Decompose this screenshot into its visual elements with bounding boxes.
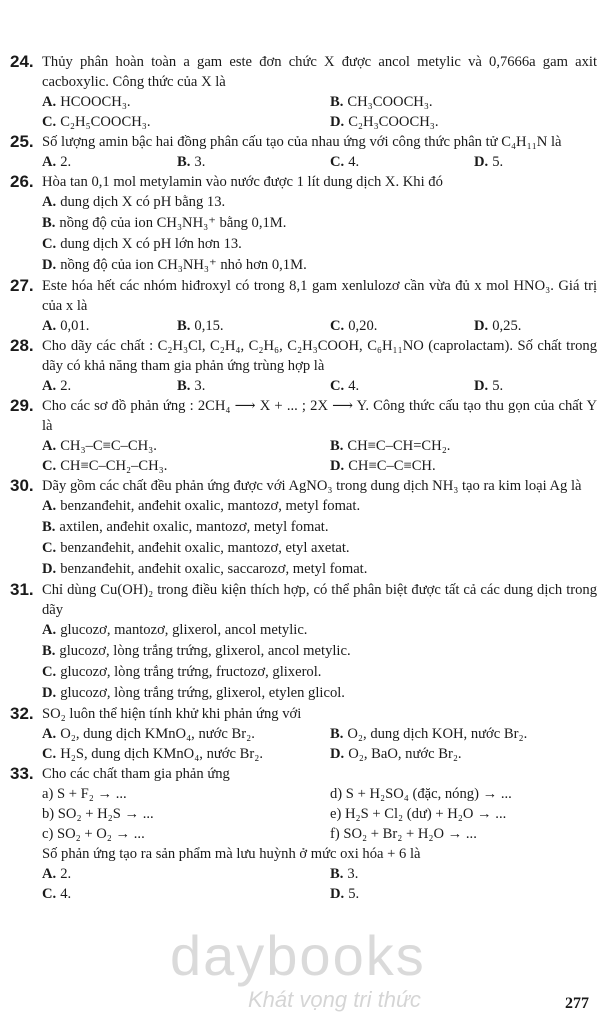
option-a xyxy=(42,316,89,336)
option-c xyxy=(330,316,377,336)
option-a xyxy=(42,436,157,456)
option-label: A. xyxy=(42,726,57,742)
option-text: benzanđehit, anđehit oxalic, saccarozơ, metyl fomat. xyxy=(60,561,368,577)
option-text: glucozơ, lòng trắng trứng, fructozơ, glixerol. xyxy=(60,664,322,680)
options xyxy=(42,192,597,276)
options-row xyxy=(42,234,597,255)
question-26 xyxy=(0,172,600,276)
options-row xyxy=(42,316,597,336)
options-row xyxy=(42,641,597,662)
option-a xyxy=(42,724,255,744)
option-text: 2. xyxy=(60,378,72,394)
option-label: A. xyxy=(42,866,57,882)
option-label: A. xyxy=(42,498,57,514)
question-stem: Dãy gồm các chất đều phản ứng được với AgNO₃ trong dung dịch NH₃ tạo ra kim loại Ag là xyxy=(42,478,582,494)
option-text: 0,01. xyxy=(60,318,90,334)
option-c xyxy=(42,538,350,559)
question-29 xyxy=(0,396,600,476)
options xyxy=(42,784,597,904)
option-label: C. xyxy=(42,114,57,130)
options-row xyxy=(42,744,597,764)
options-row xyxy=(42,517,597,538)
option-label: C. xyxy=(330,318,345,334)
option-label: D. xyxy=(330,114,345,130)
option-c xyxy=(42,662,321,683)
question-stem: Cho các chất tham gia phản ứng xyxy=(42,766,230,782)
question-number: 30. xyxy=(10,476,34,495)
question-stem: Số lượng amin bậc hai đồng phân cấu tạo của nhau ứng với công thức phân tử C₄H₁₁N là xyxy=(42,134,562,150)
option-a xyxy=(42,376,71,396)
option-b xyxy=(177,376,205,396)
option-text: glucozơ, lòng trắng trứng, glixerol, ancol metylic. xyxy=(59,643,351,659)
option-label: D. xyxy=(42,257,57,273)
option-text: benzanđehit, anđehit oxalic, mantozơ, metyl fomat. xyxy=(60,498,361,514)
option-c xyxy=(42,744,263,764)
option-d xyxy=(330,884,359,904)
options-row xyxy=(42,884,597,904)
option-d xyxy=(474,152,503,172)
option-text: CH≡C–C≡CH. xyxy=(348,458,436,474)
options-row xyxy=(42,662,597,683)
question-number: 24. xyxy=(10,52,34,71)
option-d xyxy=(474,376,503,396)
question-stem: Cho dãy các chất : C₂H₃Cl, C₂H₄, C₂H₆, C₂H₃COOH, C₆H₁₁NO (caprolactam). Số chất trong dãy có khả năng tham gia phản ứng trùng hợp là xyxy=(42,338,597,374)
option-d xyxy=(330,456,436,476)
question-stem: Chỉ dùng Cu(OH)₂ trong điều kiện thích hợp, có thể phân biệt được tất cả các dung dịch trong dãy xyxy=(42,582,597,618)
options-row xyxy=(42,620,597,641)
options-row xyxy=(42,376,597,396)
question-number: 26. xyxy=(10,172,34,191)
option-label: C. xyxy=(42,540,57,556)
options xyxy=(42,724,597,764)
reaction: f) SO₂ + Br₂ + H₂O → ... xyxy=(330,826,477,842)
option-a xyxy=(42,620,307,641)
question-27 xyxy=(0,276,600,336)
question-stem: Este hóa hết các nhóm hiđroxyl có trong 8,1 gam xenlulozơ cần vừa đủ x mol HNO₃. Giá trị của x là xyxy=(42,278,597,314)
options xyxy=(42,496,597,580)
option-text: 3. xyxy=(194,378,206,394)
option-text: benzanđehit, anđehit oxalic, mantozơ, etyl axetat. xyxy=(60,540,350,556)
option-label: D. xyxy=(474,318,489,334)
option-label: A. xyxy=(42,94,57,110)
option-d xyxy=(330,112,438,132)
option-c xyxy=(42,112,150,132)
watermark-logo: daybooks xyxy=(170,924,426,987)
question-31 xyxy=(0,580,600,704)
option-label: D. xyxy=(330,886,345,902)
reaction: d) S + H₂SO₄ (đặc, nóng) → ... xyxy=(330,786,512,802)
options-row xyxy=(42,538,597,559)
option-label: D. xyxy=(42,561,57,577)
option-c xyxy=(330,152,359,172)
option-text: 0,15. xyxy=(194,318,224,334)
option-text: 2. xyxy=(60,154,72,170)
option-label: B. xyxy=(177,318,191,334)
option-a xyxy=(42,192,225,213)
option-text: C₂H₅COOCH₃. xyxy=(60,114,151,130)
option-label: C. xyxy=(42,746,57,762)
option-label: B. xyxy=(42,643,56,659)
option-label: C. xyxy=(42,458,57,474)
options-row xyxy=(42,213,597,234)
reaction: b) SO₂ + H₂S → ... xyxy=(42,806,154,822)
reaction: c) SO₂ + O₂ → ... xyxy=(42,826,145,842)
option-a xyxy=(42,496,360,517)
options-row xyxy=(42,683,597,704)
option-c xyxy=(330,376,359,396)
option-text: 3. xyxy=(194,154,206,170)
option-label: B. xyxy=(177,378,191,394)
option-text: 2. xyxy=(60,866,72,882)
option-text: O₂, BaO, nước Br₂. xyxy=(348,746,462,762)
option-label: B. xyxy=(330,866,344,882)
option-text: 0,25. xyxy=(492,318,522,334)
options-row xyxy=(42,255,597,276)
question-number: 28. xyxy=(10,336,34,355)
question-32 xyxy=(0,704,600,764)
option-label: D. xyxy=(42,685,57,701)
option-text: 3. xyxy=(347,866,359,882)
reaction-row xyxy=(42,804,597,824)
option-text: 5. xyxy=(492,154,504,170)
option-label: C. xyxy=(330,378,345,394)
question-number: 29. xyxy=(10,396,34,415)
option-text: 5. xyxy=(348,886,360,902)
options-row xyxy=(42,724,597,744)
option-text: O₂, dung dịch KOH, nước Br₂. xyxy=(347,726,528,742)
option-b xyxy=(330,724,527,744)
option-label: D. xyxy=(330,746,345,762)
question-25 xyxy=(0,132,600,172)
option-a xyxy=(42,864,71,884)
options-row xyxy=(42,559,597,580)
question-number: 33. xyxy=(10,764,34,783)
reaction: e) H₂S + Cl₂ (dư) + H₂O → ... xyxy=(330,806,507,822)
option-label: A. xyxy=(42,154,57,170)
option-text: glucozơ, lòng trắng trứng, glixerol, etylen glicol. xyxy=(60,685,345,701)
question-number: 27. xyxy=(10,276,34,295)
option-text: CH≡C–CH=CH₂. xyxy=(347,438,451,454)
options-row xyxy=(42,92,597,112)
options-row xyxy=(42,864,597,884)
option-label: A. xyxy=(42,622,57,638)
page-number: 277 xyxy=(565,995,589,1012)
question-number: 32. xyxy=(10,704,34,723)
question-number: 31. xyxy=(10,580,34,599)
options-row xyxy=(42,456,597,476)
option-b xyxy=(330,864,358,884)
option-d xyxy=(42,683,345,704)
options-row xyxy=(42,112,597,132)
option-label: B. xyxy=(177,154,191,170)
option-b xyxy=(42,517,329,538)
options-row xyxy=(42,192,597,213)
option-d xyxy=(42,559,367,580)
option-text: 4. xyxy=(348,378,360,394)
question-stem: Hòa tan 0,1 mol metylamin vào nước được 1 lít dung dịch X. Khi đó xyxy=(42,174,443,190)
watermark-slogan: Khát vọng tri thức xyxy=(248,987,421,1012)
option-text: axtilen, anđehit oxalic, mantozơ, metyl fomat. xyxy=(59,519,329,535)
option-b xyxy=(330,436,450,456)
option-label: A. xyxy=(42,194,57,210)
option-text: nồng độ của ion CH₃NH₃⁺ bằng 0,1M. xyxy=(59,215,287,231)
question-24 xyxy=(0,52,600,132)
option-label: D. xyxy=(330,458,345,474)
option-text: O₂, dung dịch KMnO₄, nước Br₂. xyxy=(60,726,255,742)
options xyxy=(42,316,597,336)
question-prompt: Số phản ứng tạo ra sản phẩm mà lưu huỳnh ở mức oxi hóa + 6 là xyxy=(42,846,421,862)
options-row xyxy=(42,436,597,456)
option-d xyxy=(474,316,521,336)
options xyxy=(42,92,597,132)
reaction-row xyxy=(42,784,597,804)
option-c xyxy=(42,234,242,255)
option-text: CH₃–C≡C–CH₃. xyxy=(60,438,157,454)
option-label: A. xyxy=(42,318,57,334)
option-label: B. xyxy=(330,94,344,110)
reaction: a) S + F₂ → ... xyxy=(42,786,127,802)
option-text: HCOOCH₃. xyxy=(60,94,131,110)
options-row xyxy=(42,152,597,172)
option-label: D. xyxy=(474,378,489,394)
option-text: nồng độ của ion CH₃NH₃⁺ nhỏ hơn 0,1M. xyxy=(60,257,307,273)
options xyxy=(42,376,597,396)
option-label: B. xyxy=(42,519,56,535)
question-stem: Thủy phân hoàn toàn a gam este đơn chức X được ancol metylic và 0,7666a gam axit cacboxylic. Công thức của X là xyxy=(42,54,597,90)
option-text: 4. xyxy=(60,886,72,902)
question-33 xyxy=(0,764,600,904)
option-b xyxy=(177,316,224,336)
option-text: glucozơ, mantozơ, glixerol, ancol metylic. xyxy=(60,622,308,638)
option-text: C₂H₃COOCH₃. xyxy=(348,114,439,130)
option-d xyxy=(42,255,307,276)
option-c xyxy=(42,456,167,476)
option-label: C. xyxy=(330,154,345,170)
question-stem: Cho các sơ đồ phản ứng : 2CH₄ ⟶ X + ... ; 2X ⟶ Y. Công thức cấu tạo thu gọn của chất Y là xyxy=(42,398,597,434)
option-label: B. xyxy=(330,726,344,742)
options xyxy=(42,436,597,476)
question-number: 25. xyxy=(10,132,34,151)
option-b xyxy=(42,213,286,234)
option-b xyxy=(177,152,205,172)
option-c xyxy=(42,884,71,904)
reaction-row xyxy=(42,824,597,844)
option-text: CH₃COOCH₃. xyxy=(347,94,433,110)
option-b xyxy=(42,641,351,662)
option-b xyxy=(330,92,433,112)
document-page xyxy=(0,52,600,904)
option-text: dung dịch X có pH bằng 13. xyxy=(60,194,226,210)
options xyxy=(42,620,597,704)
option-text: H₂S, dung dịch KMnO₄, nước Br₂. xyxy=(60,746,263,762)
option-text: dung dịch X có pH lớn hơn 13. xyxy=(60,236,242,252)
option-text: 4. xyxy=(348,154,360,170)
option-a xyxy=(42,92,131,112)
option-a xyxy=(42,152,71,172)
option-text: 0,20. xyxy=(348,318,378,334)
option-label: B. xyxy=(42,215,56,231)
option-label: C. xyxy=(42,236,57,252)
question-stem: SO₂ luôn thể hiện tính khử khi phản ứng với xyxy=(42,706,302,722)
option-text: CH≡C–CH₂–CH₃. xyxy=(60,458,168,474)
question-28 xyxy=(0,336,600,396)
question-30 xyxy=(0,476,600,580)
option-label: D. xyxy=(474,154,489,170)
option-label: A. xyxy=(42,378,57,394)
option-d xyxy=(330,744,462,764)
options xyxy=(42,152,597,172)
option-label: B. xyxy=(330,438,344,454)
option-text: 5. xyxy=(492,378,504,394)
option-label: A. xyxy=(42,438,57,454)
option-label: C. xyxy=(42,886,57,902)
options-row xyxy=(42,496,597,517)
option-label: C. xyxy=(42,664,57,680)
